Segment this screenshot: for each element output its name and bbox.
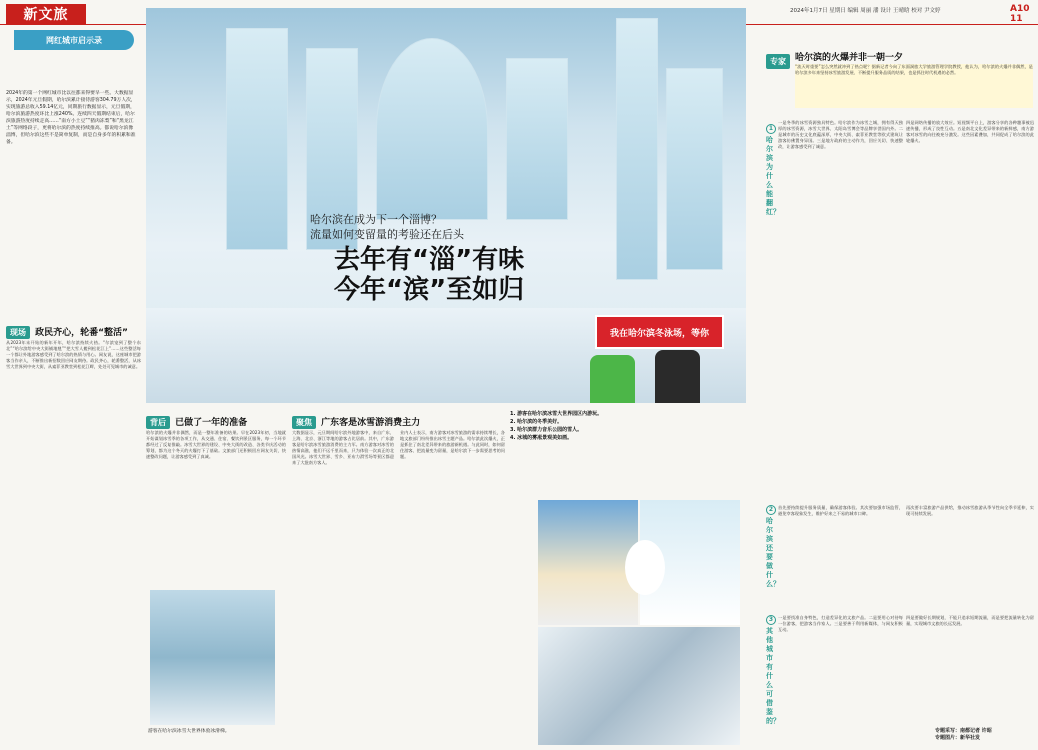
caption-item: 4. 冰城的雾凇景观美如画。 xyxy=(510,435,573,441)
section-brand: 新文旅 xyxy=(6,4,86,24)
page-number: A10 11 xyxy=(1010,4,1030,24)
answer-body: 首先要持续提升服务质量，确保游客体验。其次要加强市场监管，避免宰客现象发生，维护好来之不易的城市口碑。 xyxy=(778,505,903,516)
rime-photo xyxy=(538,627,740,745)
welcome-sign: 我在哈尔滨冬泳场，等你 xyxy=(595,315,724,349)
question-label: 3 其他城市有什么可借鉴的？ xyxy=(766,616,780,725)
edition-info: 2024年1月7日 星期日 编辑 周丽 潘 设计 王晴晗 校对 尹文婷 xyxy=(790,8,941,14)
caption-item: 1. 游客在哈尔滨冰雪大世界园区内游玩。 xyxy=(510,411,603,417)
section-badge: 现场 xyxy=(6,326,30,339)
ice-tower xyxy=(666,68,723,270)
ice-slide-photo xyxy=(150,590,275,725)
hero-subtitle: 哈尔滨在成为下一个淄博？ 流量如何变留量的考验还在后头 xyxy=(310,213,464,241)
section-title: 政民齐心，轮番“整活” xyxy=(35,328,128,338)
person-black-coat xyxy=(655,350,700,403)
question-number: 2 xyxy=(766,505,776,515)
caption-item: 2. 哈尔滨的冬季美好。 xyxy=(510,419,563,425)
ice-tower xyxy=(616,18,658,280)
expert-badge: 专家 xyxy=(766,54,790,69)
section-badge: 聚焦 xyxy=(292,416,316,429)
question-label: 2 哈尔滨还要做什么？ xyxy=(766,506,780,588)
ice-tower xyxy=(506,58,568,220)
section-heading xyxy=(6,320,146,339)
section-body: 哈尔滨的火爆并非偶然，而是一整年准备的结果。早在2023年初，当地就开始谋划冰雪季的各项工作，从交通、住宿、餐饮到景区服务，每一个环节都经过了反复推敲。冰雪大世界的建设、中央大街的改造、各类节庆活动的筹划，都为这个冬天的火爆打下了基础。文旅部门还积极回应网友关切，快速整改问题，让游客感受到了真诚。 xyxy=(146,430,286,459)
person-green-coat xyxy=(590,355,635,403)
section-title: 已做了一年的准备 xyxy=(175,418,248,428)
lead-paragraph: 2024年的第一个网红城市比以往都来得要早一些。大数据显示，2024年元旦假期，哈尔滨累计接待游客304.79万人次，实现旅游总收入59.14亿元，同期旅行数据显示，元旦假期，哈尔滨旅游热度环比上涨240%。连续四天假期结束后，哈尔滨旅游热度持续走高……“南方小土豆”“猪肉冻梨”和“黑龙江土”等网络段子，更将哈尔滨的热度持续推高。都说哈尔滨像淄博，但哈尔滨这些不是简单复制，而是自身多年的积累和准备。 xyxy=(6,91,136,145)
section-body: 业内人士表示，南方游客对冰雪旅游的需求持续增长，各地文旅部门纷纷推出冰雪主题产品。哈尔滨此次爆火，正是抓住了南北差异带来的旅游新机遇。与此同时，如何留住游客、把流量变为留量，是哈尔滨下一步需要思考的问题。 xyxy=(400,430,505,459)
answer-body: 四是要做好长期规划，不能只追求短期流量，而是要把流量转化为留量，实现城市文旅的长远发展。 xyxy=(906,615,1034,626)
photo-caption: 游客在哈尔滨冰雪大世界体验冰滑梯。 xyxy=(148,729,230,734)
answer-body: 一是冬季的冰雪资源独具特色。哈尔滨作为冰雪之城，拥有得天独厚的冰雪资源，冰雪大世界、太阳岛雪博会等品牌享誉国内外。二是城市的历史文化底蕴深厚，中央大街、索菲亚教堂等欧式建筑让游客仿佛置身异国。三是地方政府的主动作为，回应关切、快速整改，让游客感受到了诚意。 xyxy=(778,120,903,149)
caption-item: 3. 哈尔滨群力音乐公园的雪人。 xyxy=(510,427,583,433)
answer-body: 一是要找准自身特色，打造差异化的文旅产品。二是要用心对待每一位游客，把游客当作家人。三是要善于利用新媒体，与网友积极互动。 xyxy=(778,615,903,632)
section-heading xyxy=(292,410,507,429)
question-number: 1 xyxy=(766,124,776,134)
ice-temple xyxy=(376,38,488,220)
section-badge: 背后 xyxy=(146,416,170,429)
credits: 专题采写：南都记者 许昭 专题图片：新华社发 xyxy=(935,728,992,741)
section-title: 广东客是冰雪游消费主力 xyxy=(321,418,421,428)
snowman xyxy=(625,540,665,595)
hero-headline: 去年有“淄”有味 今年“滨”至如归 xyxy=(334,245,525,305)
ice-tower xyxy=(226,28,288,250)
expert-quote: “流天时重要”怎么突然就冲到了热点呢？据新记者今向了东面洞旅大学旅游管理学院教授，他认为，哈尔滨的火爆并非偶然，是哈尔滨多年来坚持冰雪旅游发展、不断提升服务品质的结果，也是抓住时代机遇的必然。 xyxy=(795,64,1033,108)
section-heading xyxy=(146,410,286,429)
answer-body: 再次要丰富旅游产品供给，推动冰雪旅游从季节性向全季节延伸，实现可持续发展。 xyxy=(906,505,1034,516)
series-tag: 网红城市启示录 xyxy=(14,30,134,50)
photo-captions xyxy=(510,410,625,442)
section-body: 从2023年末开始的新年开年，哈尔滨持续火热。“尔滨宠到了整个东北”“哈尔滨给中央大街铺地毯”“把大雪人搬到松花江上”……这些整活每一个都让外地游客感受到了哈尔滨的热情与用心。网友说，这座城市把游客当作亲人，不断推出新招数回应网友期待。政民齐心，轮番整活，从冰雪大世界到中央大街，从索菲亚教堂到松花江畔，处处可见城市的诚意。 xyxy=(6,340,141,369)
answer-body: 四是网络传播的放大效应。短视频平台上，游客分享的各种趣事被迅速传播，形成了良性互动。五是南北文化差异带来的新鲜感，南方游客对冰雪的向往被充分激发。这些因素叠加，共同促成了哈尔滨的此轮爆火。 xyxy=(906,120,1034,143)
question-number: 3 xyxy=(766,615,776,625)
cathedral-photo xyxy=(538,500,638,625)
section-body: 大数据显示，元旦期间哈尔滨外地游客中，来自广东、上海、北京、浙江等地的游客占比居前。其中，广东游客是哈尔滨冰雪旅游消费的主力军。南方游客对冰雪的热情高涨，他们不远千里而来，只为体验一次真正的北国风光。冰雪大世界、雪乡、亚布力滑雪场等景区都迎来了大批南方客人。 xyxy=(292,430,394,465)
question-label: 1 哈尔滨为什么能翻红？ xyxy=(766,125,780,216)
expert-title: 哈尔滨的火爆并非一朝一夕 xyxy=(795,53,904,63)
